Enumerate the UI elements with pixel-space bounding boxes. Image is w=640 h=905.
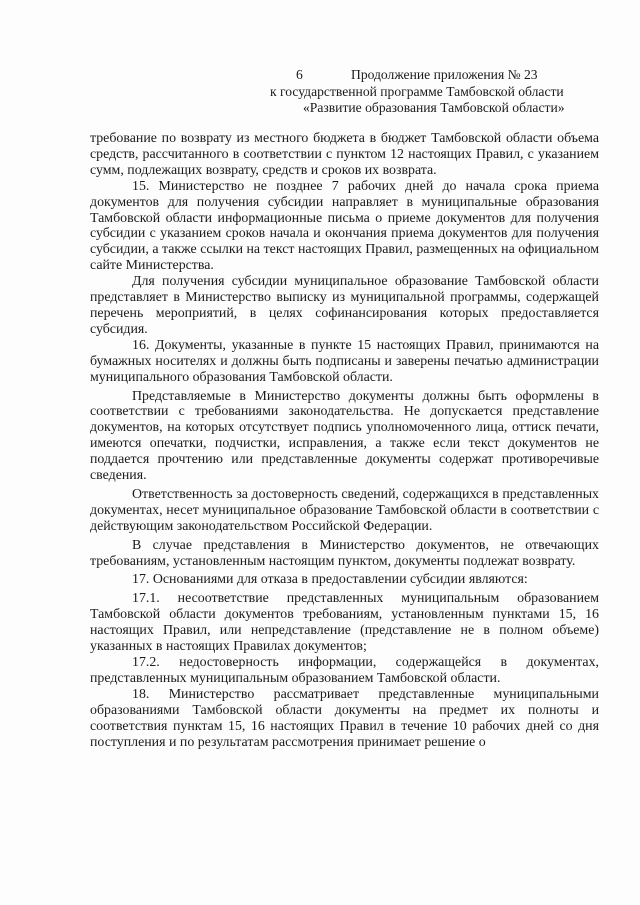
paragraph-15-extract: Для получения субсидии муниципальное образование Тамбовской области представляет в Министерство выписку из муниципальной программы, содержащей перечень мероприятий, в целях софинансирования которых предоставляется субсидия. (90, 274, 599, 337)
paragraph-16-responsibility: Ответственность за достоверность сведений, содержащихся в представленных документах, несет муниципальное образование Тамбовской области в соответствии с действующим законодательством Российской Федерации. (90, 486, 599, 534)
paragraph-17: 17. Основаниями для отказа в предоставлении субсидии являются: (132, 572, 528, 588)
paragraph-16-return: В случае представления в Министерство документов, не отвечающих требованиям, установленным настоящим пунктом, документы подлежат возврату. (90, 537, 599, 569)
paragraph-18: 18. Министерство рассматривает представленные муниципальными образованиями Тамбовской области документы на предмет их полноты и соответствия пунктам 15, 16 настоящих Правил в течение 10 рабочих дней со дня поступления и по результатам рассмотрения принимает решение о (90, 686, 599, 750)
paragraph-17-2: 17.2. недостоверность информации, содержащейся в документах, представленных муниципальным образованием Тамбовской области. (90, 655, 599, 686)
header-appendix-line: Продолжение приложения № 23 (351, 67, 538, 82)
page-number: 6 (296, 67, 303, 82)
paragraph-16: 16. Документы, указанные в пункте 15 настоящих Правил, принимаются на бумажных носителях и должны быть подписаны и заверены печатью администрации муниципального образования Тамбовской области. (90, 337, 599, 385)
paragraph-continuation: требование по возврату из местного бюджета в бюджет Тамбовской области объема средств, рассчитанного в соответствии с пунктом 12 настоящих Правил, с указанием сумм, подлежащих возврату, средств и сроков их возврата. (90, 131, 599, 178)
header-title-line: «Развитие образования Тамбовской области» (303, 100, 565, 115)
paragraph-16-requirements: Представляемые в Министерство документы должны быть оформлены в соответствии с требованиями законодательства. Не допускается представление документов, на которых отсутствует подпись уполномоченного лица, оттиск печати, имеются опечатки, подчистки, исправления, а также если текст документов не поддается прочтению или представленные документы содержат противоречивые сведения. (90, 388, 599, 484)
paragraph-15: 15. Министерство не позднее 7 рабочих дней до начала срока приема документов для получения субсидии направляет в муниципальные образования Тамбовской области информационные письма о приеме документов для получения субсидии с указанием сроков начала и окончания приема документов для получения субсидии, а также ссылки на текст настоящих Правил, размещенных на официальном сайте Министерства. (90, 178, 599, 274)
paragraph-17-1: 17.1. несоответствие представленных муниципальным образованием Тамбовской области документов требованиям, установленным пунктами 15, 16 настоящих Правил, или непредставление (представление не в полном объеме) указанных в настоящих Правилах документов; (90, 591, 599, 655)
header-program-line: к государственной программе Тамбовской области (270, 84, 564, 99)
document-body (90, 131, 599, 750)
